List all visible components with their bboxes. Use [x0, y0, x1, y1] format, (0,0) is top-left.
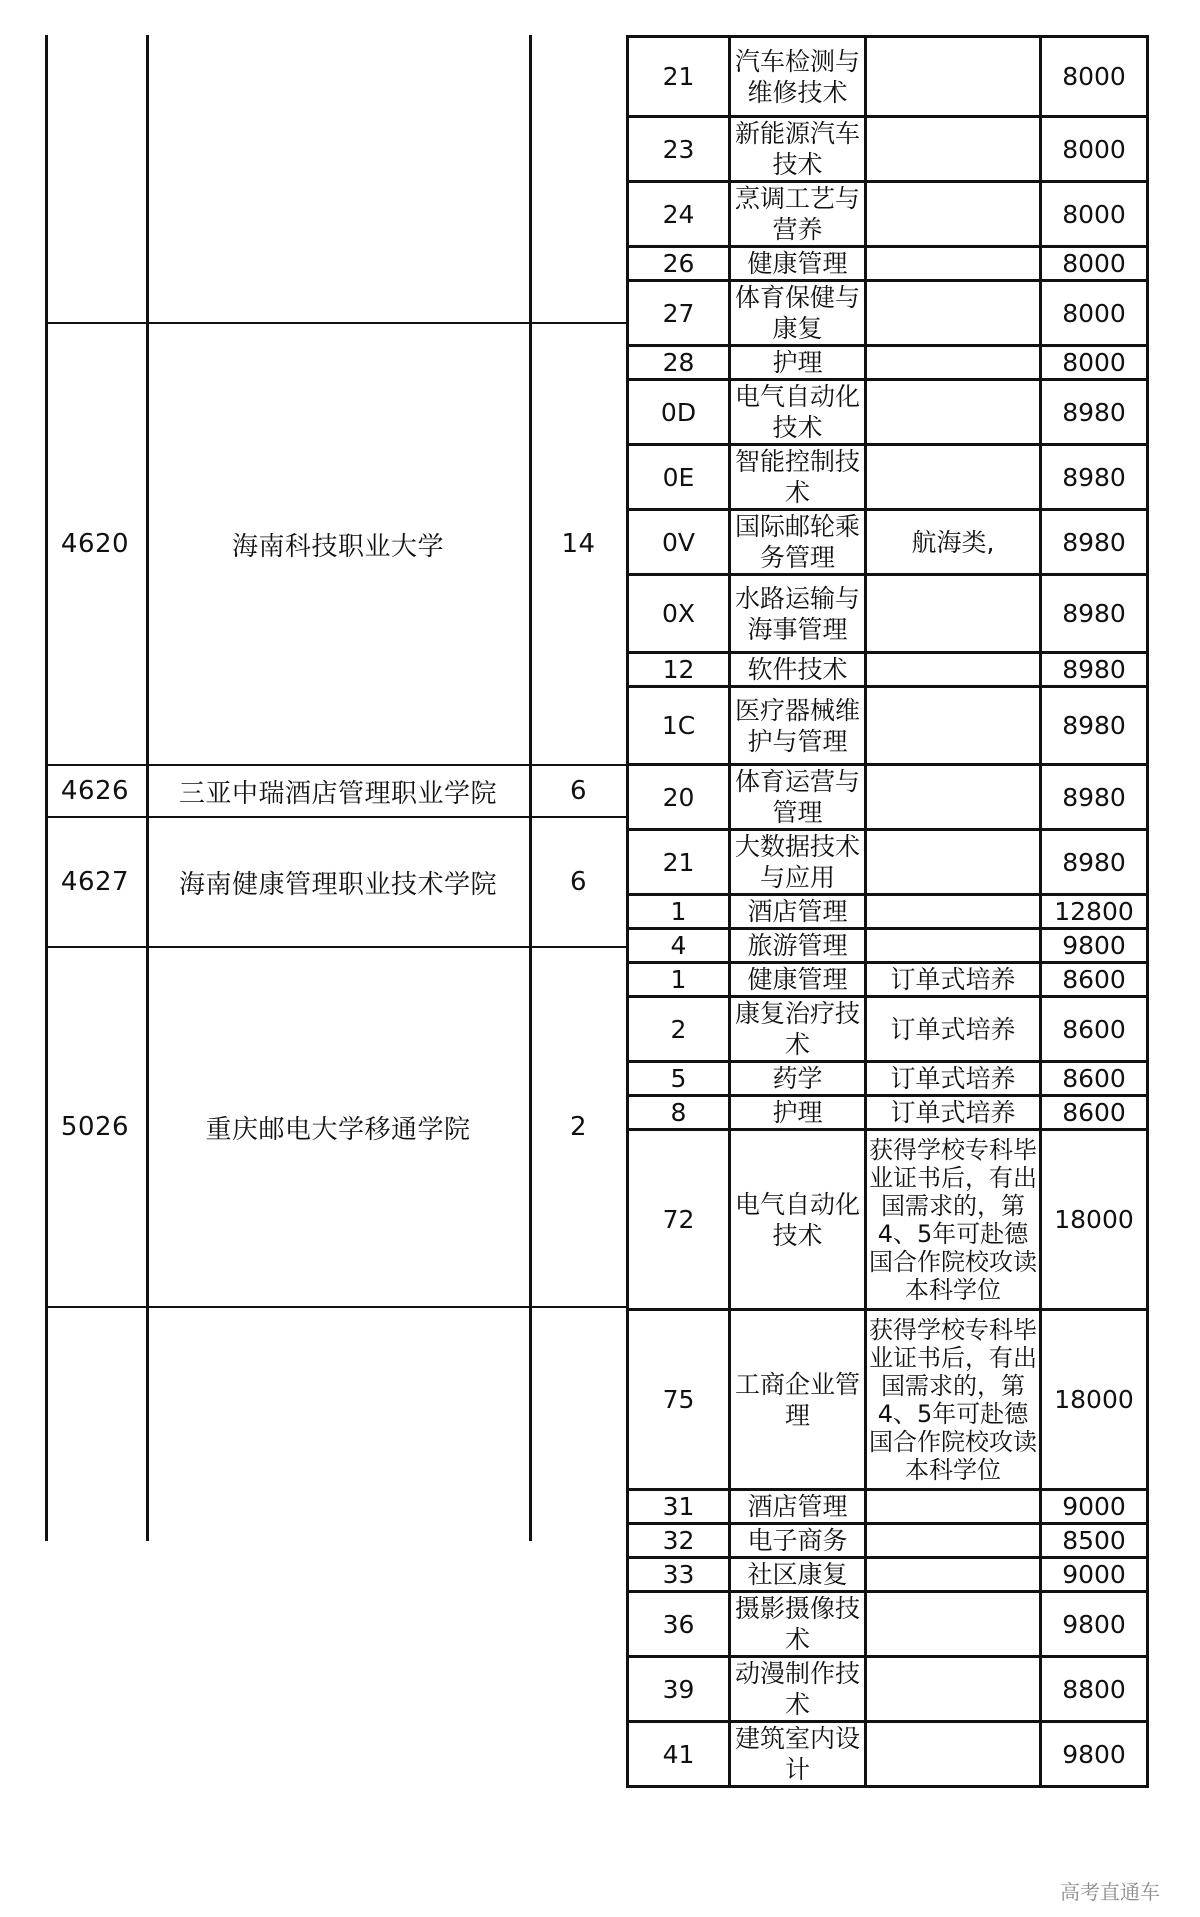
- major-fee-cell: 8000: [1041, 182, 1148, 247]
- major-name-cell: 智能控制技术: [730, 445, 866, 510]
- major-row: [628, 380, 1148, 445]
- major-name-cell: 烹调工艺与营养: [730, 182, 866, 247]
- major-name-cell: 工商企业管理: [730, 1310, 866, 1490]
- major-name-cell: 体育保健与康复: [730, 281, 866, 346]
- major-code-cell: 27: [628, 281, 730, 346]
- major-code-cell: 0E: [628, 445, 730, 510]
- major-row: [628, 1524, 1148, 1558]
- major-fee-cell: 8980: [1041, 510, 1148, 575]
- major-name-cell: 新能源汽车技术: [730, 117, 866, 182]
- major-note-cell: [866, 247, 1041, 281]
- major-row: [628, 687, 1148, 765]
- major-name-cell: 医疗器械维护与管理: [730, 687, 866, 765]
- major-fee-cell: 9000: [1041, 1558, 1148, 1592]
- major-code-cell: 0X: [628, 575, 730, 653]
- major-note-cell: 订单式培养: [866, 1096, 1041, 1130]
- major-name-cell: 汽车检测与维修技术: [730, 37, 866, 117]
- college-name-cell: 三亚中瑞酒店管理职业学院: [178, 778, 497, 809]
- major-code-cell: 20: [628, 765, 730, 830]
- major-code-cell: 24: [628, 182, 730, 247]
- major-name-cell: 护理: [730, 1096, 866, 1130]
- college-count-cell: [531, 1307, 626, 1541]
- college-name-cell: 重庆邮电大学移通学院: [205, 1114, 471, 1145]
- major-row: [628, 37, 1148, 117]
- major-row: [628, 1130, 1148, 1310]
- major-name-cell: 电子商务: [730, 1524, 866, 1558]
- major-fee-cell: 8000: [1041, 117, 1148, 182]
- major-fee-cell: 9800: [1041, 1592, 1148, 1657]
- major-code-cell: 31: [628, 1490, 730, 1524]
- college-code-cell: 4627: [60, 867, 130, 897]
- major-fee-cell: 9800: [1041, 1722, 1148, 1787]
- major-note-cell: [866, 1490, 1041, 1524]
- major-fee-cell: 8600: [1041, 1096, 1148, 1130]
- major-name-cell: 大数据技术与应用: [730, 830, 866, 895]
- major-note-cell: 订单式培养: [866, 1062, 1041, 1096]
- major-code-cell: 0D: [628, 380, 730, 445]
- major-name-cell: 旅游管理: [730, 929, 866, 963]
- major-code-cell: 32: [628, 1524, 730, 1558]
- major-fee-cell: 8500: [1041, 1524, 1148, 1558]
- major-code-cell: 39: [628, 1657, 730, 1722]
- major-row: [628, 182, 1148, 247]
- major-code-cell: 33: [628, 1558, 730, 1592]
- major-name-cell: 软件技术: [730, 653, 866, 687]
- majors-table: [626, 35, 1149, 1788]
- major-fee-cell: 8000: [1041, 247, 1148, 281]
- college-code-cell: 4620: [60, 529, 130, 559]
- major-row: [628, 929, 1148, 963]
- major-code-cell: 26: [628, 247, 730, 281]
- major-name-cell: 社区康复: [730, 1558, 866, 1592]
- major-name-cell: 酒店管理: [730, 895, 866, 929]
- college-code-cell: 5026: [60, 1112, 130, 1142]
- major-fee-cell: 8980: [1041, 445, 1148, 510]
- college-name-cell: [148, 35, 528, 323]
- major-row: [628, 1558, 1148, 1592]
- major-name-cell: 康复治疗技术: [730, 997, 866, 1062]
- major-note-cell: [866, 653, 1041, 687]
- major-note-cell: [866, 929, 1041, 963]
- major-code-cell: 28: [628, 346, 730, 380]
- major-row: [628, 1722, 1148, 1787]
- college-count-cell: 6: [569, 867, 588, 897]
- major-code-cell: 23: [628, 117, 730, 182]
- major-fee-cell: 18000: [1041, 1310, 1148, 1490]
- college-count-cell: [531, 35, 626, 323]
- major-name-cell: 健康管理: [730, 247, 866, 281]
- major-fee-cell: 8980: [1041, 653, 1148, 687]
- college-name-cell: [148, 1307, 528, 1541]
- major-code-cell: 5: [628, 1062, 730, 1096]
- major-row: [628, 281, 1148, 346]
- major-note-cell: [866, 281, 1041, 346]
- major-note-cell: [866, 37, 1041, 117]
- major-fee-cell: 8980: [1041, 830, 1148, 895]
- major-row: [628, 963, 1148, 997]
- major-note-cell: 航海类,: [866, 510, 1041, 575]
- major-fee-cell: 8980: [1041, 687, 1148, 765]
- college-count-cell: 6: [569, 776, 588, 806]
- major-code-cell: 0V: [628, 510, 730, 575]
- major-note-cell: [866, 1592, 1041, 1657]
- major-row: [628, 997, 1148, 1062]
- major-code-cell: 21: [628, 37, 730, 117]
- major-fee-cell: 9800: [1041, 929, 1148, 963]
- major-fee-cell: 8980: [1041, 575, 1148, 653]
- major-row: [628, 1657, 1148, 1722]
- major-note-cell: 获得学校专科毕业证书后，有出国需求的，第4、5年可赴德国合作院校攻读本科学位: [866, 1310, 1041, 1490]
- major-name-cell: 动漫制作技术: [730, 1657, 866, 1722]
- major-name-cell: 健康管理: [730, 963, 866, 997]
- major-fee-cell: 8000: [1041, 281, 1148, 346]
- major-fee-cell: 8000: [1041, 346, 1148, 380]
- major-code-cell: 12: [628, 653, 730, 687]
- major-fee-cell: 18000: [1041, 1130, 1148, 1310]
- college-count-cell: 2: [569, 1112, 588, 1142]
- major-row: [628, 1310, 1148, 1490]
- major-row: [628, 510, 1148, 575]
- major-note-cell: [866, 1657, 1041, 1722]
- major-row: [628, 1592, 1148, 1657]
- college-name-cell: 海南健康管理职业技术学院: [178, 869, 497, 900]
- major-name-cell: 建筑室内设计: [730, 1722, 866, 1787]
- major-note-cell: [866, 765, 1041, 830]
- major-row: [628, 575, 1148, 653]
- major-row: [628, 247, 1148, 281]
- major-name-cell: 水路运输与海事管理: [730, 575, 866, 653]
- major-fee-cell: 8600: [1041, 963, 1148, 997]
- major-row: [628, 1490, 1148, 1524]
- major-code-cell: 36: [628, 1592, 730, 1657]
- major-note-cell: [866, 445, 1041, 510]
- major-note-cell: 订单式培养: [866, 997, 1041, 1062]
- major-code-cell: 1: [628, 895, 730, 929]
- major-fee-cell: 8980: [1041, 765, 1148, 830]
- major-code-cell: 75: [628, 1310, 730, 1490]
- major-name-cell: 护理: [730, 346, 866, 380]
- major-code-cell: 21: [628, 830, 730, 895]
- major-row: [628, 895, 1148, 929]
- major-name-cell: 药学: [730, 1062, 866, 1096]
- major-row: [628, 830, 1148, 895]
- major-row: [628, 445, 1148, 510]
- major-row: [628, 653, 1148, 687]
- major-code-cell: 72: [628, 1130, 730, 1310]
- major-note-cell: [866, 830, 1041, 895]
- major-fee-cell: 12800: [1041, 895, 1148, 929]
- major-name-cell: 体育运营与管理: [730, 765, 866, 830]
- major-code-cell: 1: [628, 963, 730, 997]
- major-note-cell: [866, 575, 1041, 653]
- college-code-cell: [45, 35, 145, 323]
- major-note-cell: [866, 1524, 1041, 1558]
- major-code-cell: 2: [628, 997, 730, 1062]
- major-name-cell: 摄影摄像技术: [730, 1592, 866, 1657]
- watermark-text: 高考直通车: [1060, 1880, 1160, 1904]
- major-row: [628, 765, 1148, 830]
- major-note-cell: 获得学校专科毕业证书后，有出国需求的，第4、5年可赴德国合作院校攻读本科学位: [866, 1130, 1041, 1310]
- major-code-cell: 1C: [628, 687, 730, 765]
- major-fee-cell: 8000: [1041, 37, 1148, 117]
- major-code-cell: 4: [628, 929, 730, 963]
- major-note-cell: 订单式培养: [866, 963, 1041, 997]
- major-fee-cell: 8800: [1041, 1657, 1148, 1722]
- major-row: [628, 1096, 1148, 1130]
- major-note-cell: [866, 117, 1041, 182]
- major-fee-cell: 8600: [1041, 997, 1148, 1062]
- major-name-cell: 酒店管理: [730, 1490, 866, 1524]
- college-code-cell: [45, 1307, 145, 1541]
- major-note-cell: [866, 346, 1041, 380]
- college-count-cell: 14: [561, 529, 596, 559]
- major-name-cell: 电气自动化技术: [730, 380, 866, 445]
- major-name-cell: 国际邮轮乘务管理: [730, 510, 866, 575]
- major-fee-cell: 8600: [1041, 1062, 1148, 1096]
- major-code-cell: 41: [628, 1722, 730, 1787]
- major-note-cell: [866, 1722, 1041, 1787]
- major-fee-cell: 8980: [1041, 380, 1148, 445]
- college-code-cell: 4626: [60, 776, 130, 806]
- major-note-cell: [866, 895, 1041, 929]
- major-note-cell: [866, 182, 1041, 247]
- major-row: [628, 117, 1148, 182]
- major-row: [628, 1062, 1148, 1096]
- major-note-cell: [866, 1558, 1041, 1592]
- major-code-cell: 8: [628, 1096, 730, 1130]
- major-fee-cell: 9000: [1041, 1490, 1148, 1524]
- major-note-cell: [866, 380, 1041, 445]
- major-note-cell: [866, 687, 1041, 765]
- major-row: [628, 346, 1148, 380]
- major-name-cell: 电气自动化技术: [730, 1130, 866, 1310]
- college-name-cell: 海南科技职业大学: [231, 531, 444, 562]
